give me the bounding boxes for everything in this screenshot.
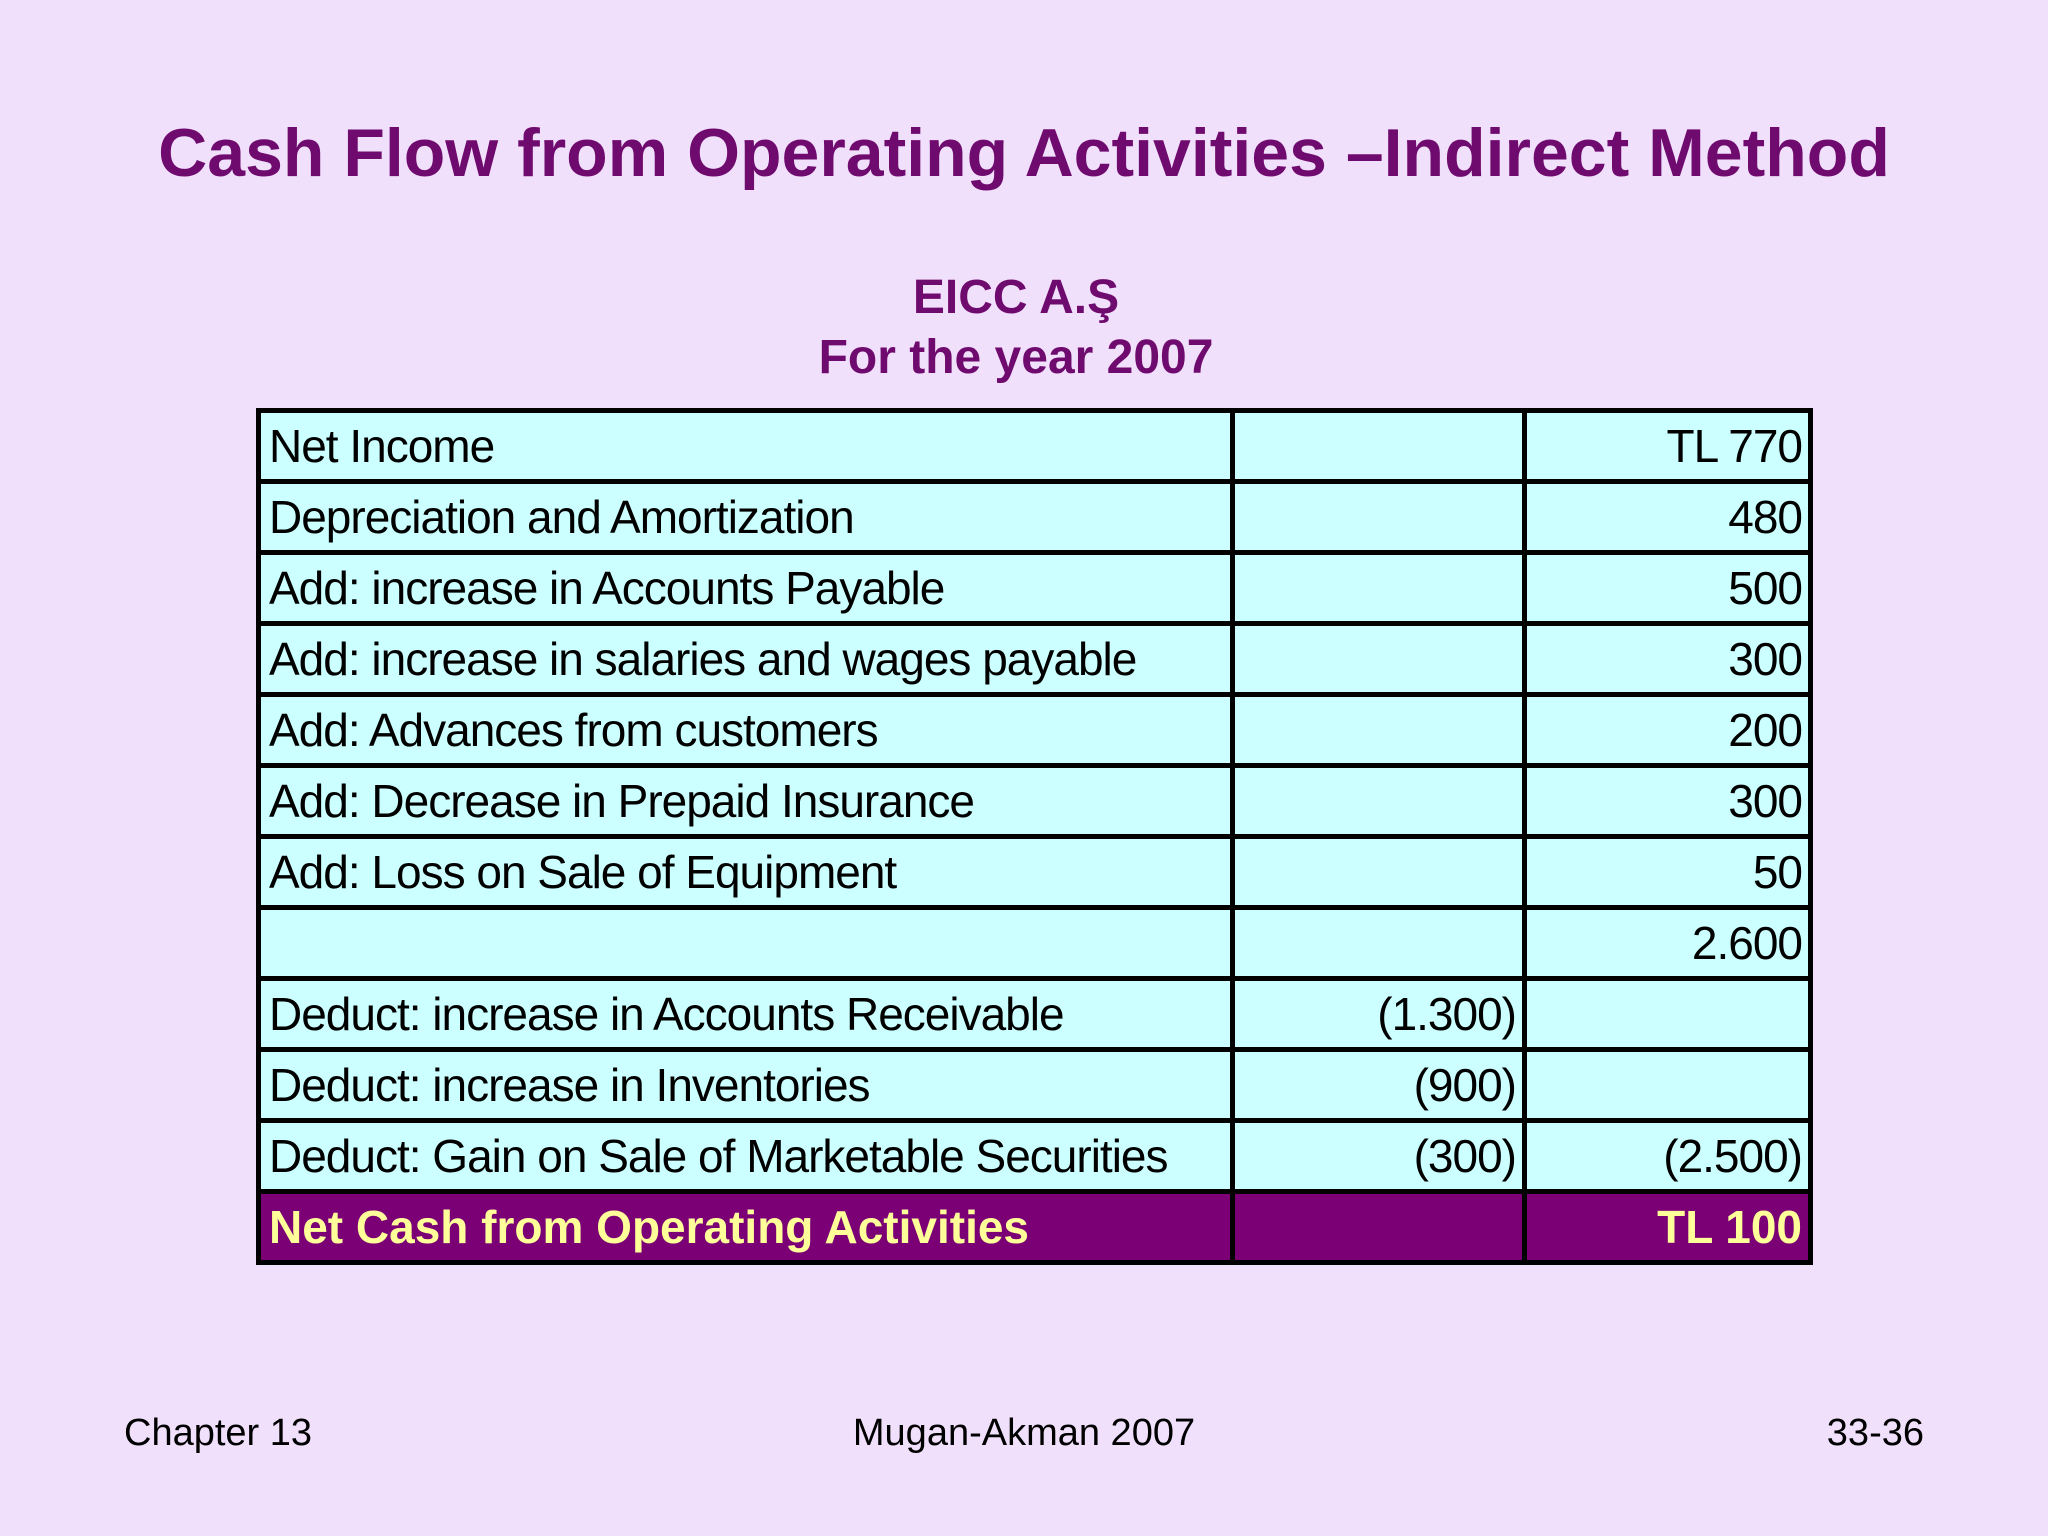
- table-row: [259, 837, 1811, 908]
- row-label: Add: increase in salaries and wages payable: [259, 624, 1233, 695]
- report-period: For the year 2007: [818, 331, 1214, 384]
- row-amount: 480: [1525, 482, 1811, 553]
- row-label: Depreciation and Amortization: [259, 482, 1233, 553]
- row-label: Add: Loss on Sale of Equipment: [259, 837, 1233, 908]
- footer-author: Mugan-Akman 2007: [852, 1412, 1196, 1454]
- row-label: Deduct: Gain on Sale of Marketable Securities: [259, 1121, 1233, 1192]
- row-amount: 500: [1525, 553, 1811, 624]
- table-row: [259, 1050, 1811, 1121]
- table-row: [259, 624, 1811, 695]
- row-amount: 300: [1525, 624, 1811, 695]
- subtotal-row: [259, 908, 1811, 979]
- row-label: Deduct: increase in Inventories: [259, 1050, 1233, 1121]
- table-row: [259, 411, 1811, 482]
- company-header: [0, 268, 2032, 388]
- row-sub-amount: [1233, 553, 1525, 624]
- row-sub-amount: [1233, 624, 1525, 695]
- row-label: Deduct: increase in Accounts Receivable: [259, 979, 1233, 1050]
- table-row: [259, 695, 1811, 766]
- row-sub-amount: [1233, 411, 1525, 482]
- table-row: [259, 482, 1811, 553]
- row-amount: [1525, 979, 1811, 1050]
- row-sub-amount: (300): [1233, 1121, 1525, 1192]
- table-row: [259, 553, 1811, 624]
- total-label: Net Cash from Operating Activities: [259, 1192, 1233, 1263]
- row-label: Add: Decrease in Prepaid Insurance: [259, 766, 1233, 837]
- row-amount: TL 770: [1525, 411, 1811, 482]
- row-label: Add: Advances from customers: [259, 695, 1233, 766]
- table-row: [259, 979, 1811, 1050]
- row-sub-amount: (900): [1233, 1050, 1525, 1121]
- row-label: [259, 908, 1233, 979]
- table-row: [259, 766, 1811, 837]
- company-name: EICC A.Ş: [912, 271, 1120, 324]
- row-amount: (2.500): [1525, 1121, 1811, 1192]
- row-label: Add: increase in Accounts Payable: [259, 553, 1233, 624]
- row-sub-amount: [1233, 695, 1525, 766]
- footer-chapter: Chapter 13: [124, 1412, 313, 1454]
- row-sub-amount: [1233, 908, 1525, 979]
- row-sub-amount: [1233, 482, 1525, 553]
- subtotal-amount: 2.600: [1525, 908, 1811, 979]
- total-row: [259, 1192, 1811, 1263]
- row-amount: 200: [1525, 695, 1811, 766]
- row-sub-amount: [1233, 766, 1525, 837]
- total-sub-amount: [1233, 1192, 1525, 1263]
- slide-title: Cash Flow from Operating Activities –Indirect Method: [158, 115, 1890, 191]
- row-label: Net Income: [259, 411, 1233, 482]
- row-amount: [1525, 1050, 1811, 1121]
- row-amount: 300: [1525, 766, 1811, 837]
- row-amount: 50: [1525, 837, 1811, 908]
- row-sub-amount: [1233, 837, 1525, 908]
- row-sub-amount: (1.300): [1233, 979, 1525, 1050]
- cash-flow-table: [256, 408, 1813, 1265]
- footer-page-number: 33-36: [1826, 1412, 1924, 1454]
- table-row: [259, 1121, 1811, 1192]
- total-amount: TL 100: [1525, 1192, 1811, 1263]
